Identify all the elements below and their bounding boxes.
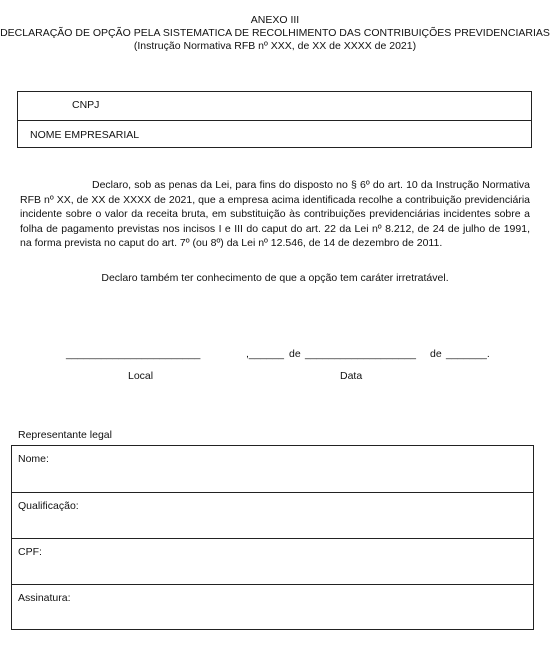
year-blank[interactable]: _______.: [446, 348, 490, 360]
de-text-2: de: [430, 348, 442, 360]
declaration-paragraph: Declaro, sob as penas da Lei, para fins do disposto no § 6º do art. 10 da Instrução Normativa RFB nº XX, de XX de XXXX de 2021, que a empresa acima identificada recolhe a contribuição previdenciária incidente sobre o valor da receita bruta, em substituição às contribuições previdenciárias incidentes sobre a folha de pagamento previstas nos incisos I e III do caput do art. 22 da Lei nº 8.212, de 24 de julho de 1991, na forma prevista no caput do art. 7º (ou 8º) da Lei nº 12.546, de 14 de dezembro de 2011.: [20, 179, 530, 249]
representative-title: Representante legal: [18, 429, 112, 441]
signature-field-label: Assinatura:: [18, 592, 71, 604]
local-label: Local: [128, 370, 154, 382]
cnpj-label: CNPJ: [72, 99, 100, 111]
cnpj-row[interactable]: [18, 92, 531, 120]
qualification-field[interactable]: [12, 492, 533, 538]
signature-field[interactable]: [12, 584, 533, 630]
irrevocability-statement: Declaro também ter conhecimento de que a opção tem caráter irretratável.: [101, 272, 449, 284]
de-text-1: de: [289, 348, 301, 360]
date-label: Data: [340, 370, 363, 382]
cpf-field[interactable]: [12, 538, 533, 584]
document-title: DECLARAÇÃO DE OPÇÃO PELA SISTEMATICA DE RECOLHIMENTO DAS CONTRIBUIÇÕES PREVIDENCIARIAS: [0, 27, 550, 39]
representative-box: [11, 445, 534, 630]
cpf-field-label: CPF:: [18, 546, 42, 558]
day-blank[interactable]: ,______: [246, 348, 284, 360]
name-field[interactable]: [12, 446, 533, 492]
qualification-field-label: Qualificação:: [18, 500, 79, 512]
document-subtitle: (Instrução Normativa RFB nº XXX, de XX de XXXX de 2021): [133, 40, 417, 52]
month-blank[interactable]: ___________________: [305, 348, 416, 360]
company-name-label: NOME EMPRESARIAL: [30, 129, 140, 141]
company-info-box: [17, 91, 532, 148]
document-header: [0, 14, 550, 53]
annex-label: ANEXO III: [250, 14, 300, 26]
name-field-label: Nome:: [18, 453, 49, 465]
company-name-row[interactable]: [18, 120, 531, 148]
local-blank[interactable]: _______________________: [66, 348, 201, 360]
